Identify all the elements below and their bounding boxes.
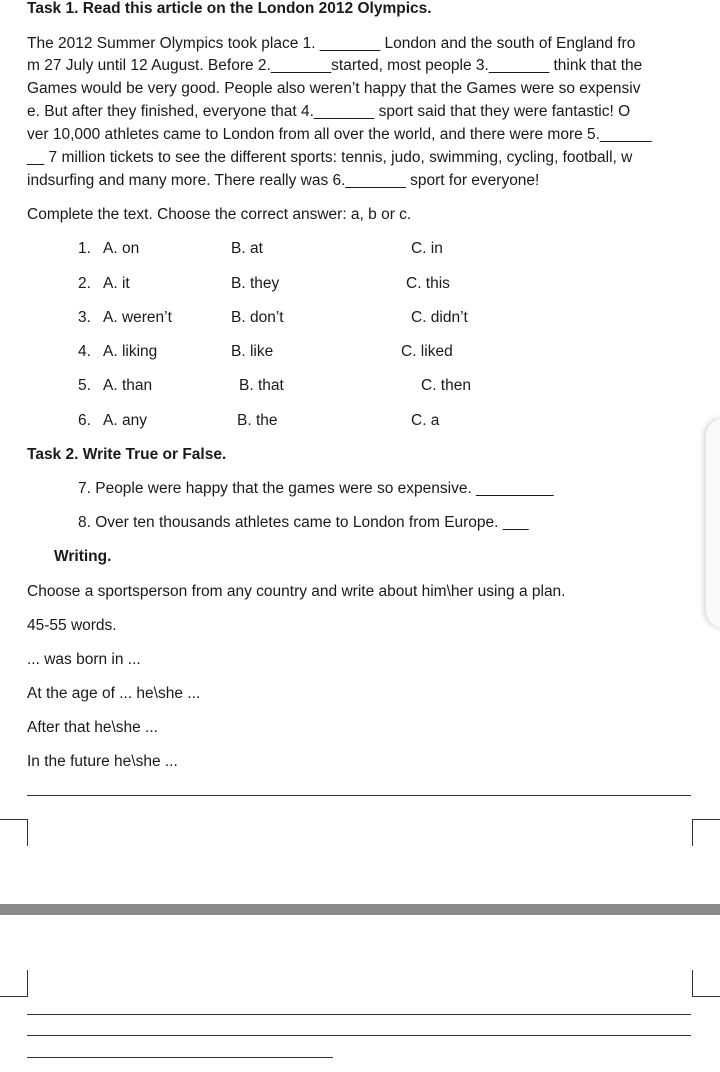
question-number: 4. — [78, 343, 91, 360]
paragraph-line: indsurfing and many more. There really was 6._______ sport for everyone! — [27, 172, 540, 189]
option-a: A. any — [103, 412, 147, 429]
option-c: C. this — [406, 275, 450, 292]
question-number: 6. — [78, 412, 91, 429]
option-a: A. liking — [103, 343, 158, 360]
writing-title: Writing. — [54, 548, 112, 565]
paragraph-line: m 27 July until 12 August. Before 2._______started, most people 3._______ think that the — [27, 57, 643, 74]
paragraph-line: e. But after they finished, everyone that 4._______ sport said that they were fantastic! O — [27, 103, 631, 120]
side-panel-handle[interactable] — [706, 418, 720, 628]
option-b: B. the — [237, 412, 278, 429]
crop-mark — [0, 819, 28, 846]
task2-title: Task 2. Write True or False. — [27, 446, 227, 463]
word-count: 45-55 words. — [27, 617, 117, 634]
crop-mark — [692, 819, 720, 846]
answer-line — [27, 1035, 691, 1036]
true-false-item: 7. People were happy that the games were so expensive. _________ — [78, 480, 554, 497]
option-b: B. they — [231, 275, 280, 292]
plan-line: At the age of ... he\she ... — [27, 685, 201, 702]
option-c: C. didn’t — [411, 309, 468, 326]
crop-mark — [0, 970, 28, 997]
answer-line — [27, 1057, 333, 1058]
task1-title: Task 1. Read this article on the London 2012 Olympics. — [27, 0, 432, 17]
option-b: B. that — [239, 377, 284, 394]
page-divider — [0, 904, 720, 915]
paragraph-line: The 2012 Summer Olympics took place 1. _______ London and the south of England fro — [27, 35, 636, 52]
paragraph-line: __ 7 million tickets to see the different sports: tennis, judo, swimming, cycling, football, w — [27, 149, 633, 166]
answer-line — [27, 1014, 691, 1015]
question-number: 2. — [78, 275, 91, 292]
question-number: 3. — [78, 309, 91, 326]
option-b: B. don’t — [231, 309, 284, 326]
paragraph-line: Games would be very good. People also weren’t happy that the Games were so expensiv — [27, 80, 641, 97]
plan-line: After that he\she ... — [27, 719, 158, 736]
option-b: B. like — [231, 343, 274, 360]
option-c: C. then — [421, 377, 471, 394]
option-a: A. weren’t — [103, 309, 172, 326]
question-number: 1. — [78, 240, 91, 257]
question-number: 5. — [78, 377, 91, 394]
true-false-item: 8. Over ten thousands athletes came to London from Europe. ___ — [78, 514, 529, 531]
writing-instruction: Choose a sportsperson from any country and write about him\her using a plan. — [27, 583, 566, 600]
option-b: B. at — [231, 240, 263, 257]
task1-instruction: Complete the text. Choose the correct answer: a, b or c. — [27, 206, 412, 223]
answer-line — [27, 795, 691, 796]
option-a: A. than — [103, 377, 153, 394]
option-c: C. a — [411, 412, 440, 429]
crop-mark — [692, 970, 720, 997]
option-a: A. it — [103, 275, 130, 292]
option-c: C. liked — [401, 343, 453, 360]
option-c: C. in — [411, 240, 443, 257]
paragraph-line: ver 10,000 athletes came to London from all over the world, and there were more 5.______ — [27, 126, 652, 143]
plan-line: ... was born in ... — [27, 651, 141, 668]
option-a: A. on — [103, 240, 140, 257]
plan-line: In the future he\she ... — [27, 753, 178, 770]
